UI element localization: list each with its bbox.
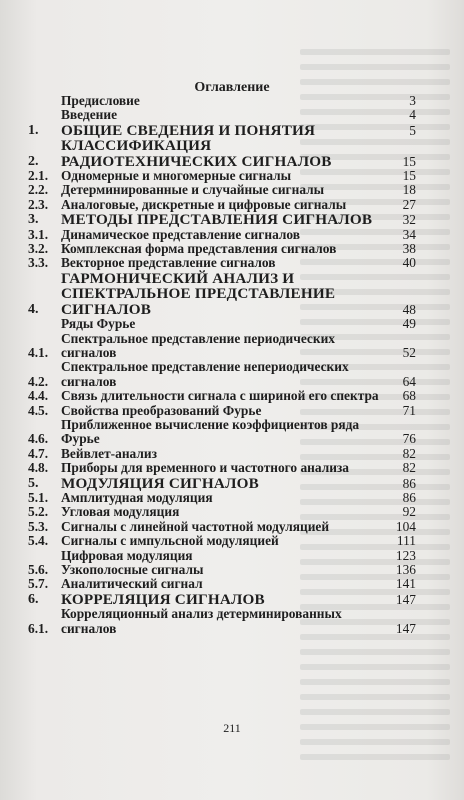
toc-entry-title: Связь длительности сигнала с шириной его спектра	[61, 388, 379, 404]
toc-entry-page: 123	[395, 547, 416, 563]
toc-entry-title: Угловая модуляция	[61, 504, 180, 520]
toc-entry-page: 136	[395, 562, 416, 577]
toc-entry	[28, 169, 416, 183]
toc-entry-number: 2.3.	[28, 196, 49, 212]
toc-entry-page: 86	[402, 475, 416, 491]
toc-entry-page: 32	[402, 212, 416, 228]
toc-entry-page: 52	[402, 344, 416, 360]
toc-entry-page: 141	[395, 576, 416, 592]
toc-entry-title: Свойства преобразований Фурье	[61, 402, 262, 418]
toc-entry	[28, 256, 416, 270]
toc-entry	[28, 228, 416, 242]
toc-entry-title: МЕТОДЫ ПРЕДСТАВЛЕНИЯ СИГНАЛОВ	[61, 211, 373, 229]
toc-entry-title: Аналоговые, дискретные и цифровые сигналы	[61, 196, 347, 212]
toc-entry-number: 1.	[28, 122, 39, 138]
toc-entry	[28, 389, 416, 403]
toc-entry	[28, 332, 416, 361]
toc-entry-page: 38	[402, 241, 416, 257]
toc-entry-title: Комплексная форма представления сигналов	[61, 241, 337, 257]
toc-entry-title: Приближенное вычисление коэффициентов ряда Фурье	[61, 416, 360, 447]
toc-entry	[28, 563, 416, 577]
toc-entry-page: 27	[402, 196, 416, 212]
toc-entry-page: 71	[402, 402, 416, 418]
toc-entry-number: 5.4.	[28, 533, 49, 549]
toc-entry-page: 34	[402, 226, 416, 242]
toc-entry	[28, 94, 416, 108]
toc-entry	[28, 607, 416, 636]
toc-entry-title: Предисловие	[61, 93, 140, 108]
toc-entry-page: 15	[402, 153, 416, 169]
toc-entry-number: 5.3.	[28, 518, 49, 534]
toc-entry-title: Векторное представление сигналов	[61, 255, 276, 271]
toc-entry	[28, 198, 416, 212]
toc-entry-page: 147	[395, 620, 416, 636]
toc-entry-title: Детерминированные и случайные сигналы	[61, 182, 325, 198]
toc-entry-number: 4.6.	[28, 431, 49, 447]
toc-entry-page: 64	[402, 373, 416, 389]
toc-entry	[28, 520, 416, 534]
toc-entry-title: Ряды Фурье	[61, 316, 136, 332]
toc-entry	[28, 183, 416, 197]
toc-entry-page: 111	[396, 533, 416, 549]
toc-entry-title: ГАРМОНИЧЕСКИЙ АНАЛИЗ И СПЕКТРАЛЬНОЕ ПРЕДСТАВЛЕНИЕ СИГНАЛОВ	[61, 269, 336, 318]
toc-entry-title: Введение	[61, 107, 118, 123]
toc-entry-title: Сигналы с линейной частотной модуляцией	[61, 518, 330, 534]
toc-entry-page: 15	[402, 168, 416, 184]
toc-entry-number: 5.2.	[28, 504, 49, 520]
toc-section	[28, 592, 416, 607]
toc-entry-page: 86	[402, 489, 416, 505]
toc-entry-number: 3.	[28, 212, 39, 228]
toc-entry-number: 6.1.	[28, 620, 49, 636]
toc-section	[28, 212, 416, 227]
toc-entry	[28, 534, 416, 548]
toc-entry-page: 68	[402, 388, 416, 404]
toc-entry	[28, 108, 416, 122]
toc-entry	[28, 577, 416, 591]
toc-entry-number: 5.1.	[28, 489, 49, 505]
toc-entry-title: Цифровая модуляция	[61, 547, 193, 563]
toc-entry	[28, 505, 416, 519]
toc-entry-page: 82	[402, 445, 416, 461]
toc-entry-title: Спектральное представление непериодических сигналов	[61, 359, 349, 389]
toc-entry-title: Динамическое представление сигналов	[61, 226, 300, 242]
toc-entry-page: 4	[409, 107, 416, 123]
toc-entry-number: 4.1.	[28, 344, 49, 360]
toc-entry-page: 92	[402, 504, 416, 520]
toc-section	[28, 123, 416, 138]
table-of-contents	[28, 94, 416, 636]
toc-entry	[28, 242, 416, 256]
toc-entry	[28, 317, 416, 331]
toc-section	[28, 476, 416, 491]
toc-entry	[28, 491, 416, 505]
toc-entry-number: 4.5.	[28, 402, 49, 418]
toc-entry-page: 48	[402, 301, 416, 317]
toc-entry-number: 3.3.	[28, 255, 49, 271]
toc-entry-number: 5.	[28, 475, 39, 491]
toc-entry-page: 147	[395, 591, 416, 607]
toc-entry-title: ОБЩИЕ СВЕДЕНИЯ И ПОНЯТИЯ	[61, 121, 316, 139]
toc-entry	[28, 447, 416, 461]
toc-entry	[28, 549, 416, 563]
toc-entry-number: 6.	[28, 591, 39, 607]
toc-entry-page: 5	[409, 122, 416, 138]
toc-entry-number: 2.	[28, 153, 39, 169]
toc-section	[28, 138, 416, 169]
toc-entry	[28, 360, 416, 389]
toc-entry-title: Вейвлет-анализ	[61, 445, 157, 461]
toc-entry-title: Корреляционный анализ детерминированных сигналов	[61, 606, 342, 636]
toc-entry-number: 5.6.	[28, 562, 49, 577]
toc-entry-number: 2.1.	[28, 168, 49, 184]
toc-entry-title: Аналитический сигнал	[61, 576, 203, 592]
toc-entry-page: 49	[402, 316, 416, 332]
toc-entry-title: КЛАССИФИКАЦИЯ РАДИОТЕХНИЧЕСКИХ СИГНАЛОВ	[61, 137, 332, 170]
toc-entry-title: Сигналы с импульсной модуляцией	[61, 533, 279, 549]
toc-entry-title: Одномерные и многомерные сигналы	[61, 168, 292, 184]
toc-entry-number: 4.2.	[28, 373, 49, 389]
toc-entry-page: 76	[402, 431, 416, 447]
toc-entry-page: 82	[402, 460, 416, 476]
toc-entry-number: 3.2.	[28, 241, 49, 257]
toc-entry-number: 4.7.	[28, 445, 49, 461]
toc-entry	[28, 404, 416, 418]
toc-title: Оглавление	[194, 80, 270, 95]
toc-entry	[28, 461, 416, 475]
toc-entry-title: Амплитудная модуляция	[61, 489, 213, 505]
toc-entry-number: 5.7.	[28, 576, 49, 592]
toc-entry-title: КОРРЕЛЯЦИЯ СИГНАЛОВ	[61, 590, 265, 608]
toc-entry-number: 4.	[28, 301, 39, 317]
toc-entry-number: 2.2.	[28, 182, 49, 198]
toc-entry-number: 3.1.	[28, 226, 49, 242]
toc-entry-page: 18	[402, 182, 416, 198]
toc-entry-page: 40	[402, 255, 416, 271]
toc-entry-number: 4.8.	[28, 460, 49, 476]
toc-entry-number: 4.4.	[28, 388, 49, 404]
toc-entry	[28, 418, 416, 447]
toc-entry-title: Спектральное представление периодических сигналов	[61, 330, 336, 360]
toc-entry-title: Узкополосные сигналы	[61, 562, 204, 577]
toc-entry-title: МОДУЛЯЦИЯ СИГНАЛОВ	[61, 474, 259, 492]
toc-entry-page: 3	[409, 93, 416, 108]
toc-entry-title: Приборы для временного и частотного анализа	[61, 460, 350, 476]
toc-section	[28, 271, 416, 317]
toc-entry-page: 104	[395, 518, 416, 534]
page-number: 211	[223, 721, 241, 735]
